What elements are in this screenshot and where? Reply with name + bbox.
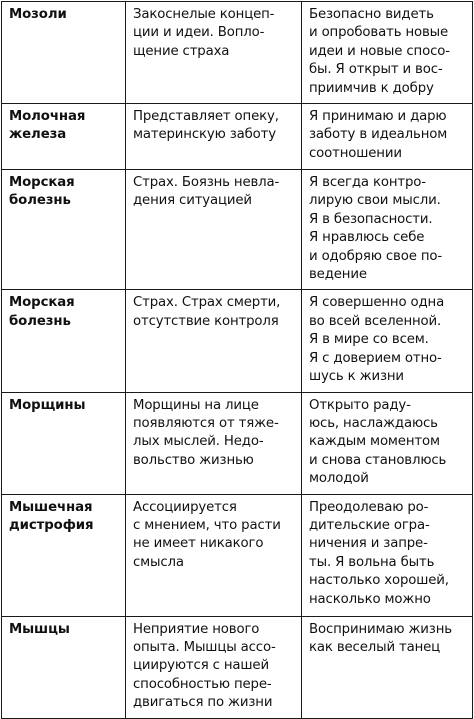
description-cell xyxy=(126,290,302,392)
affirmation-line: бы. Я открыт и вос- xyxy=(309,62,443,78)
affirmation-cell xyxy=(302,170,473,290)
affirmation-line: Я с доверием отно- xyxy=(309,350,442,366)
term-cell xyxy=(2,170,126,290)
description-line: вольство жизнью xyxy=(133,452,254,468)
table-row xyxy=(2,104,473,170)
description-cell xyxy=(126,170,302,290)
description-line: способностью пере- xyxy=(133,676,272,692)
table-row xyxy=(2,616,473,718)
description-cell xyxy=(126,494,302,616)
term-cell xyxy=(2,290,126,392)
description-cell xyxy=(126,2,302,104)
affirmation-line: Я всегда контро- xyxy=(309,175,426,191)
term-line: Мышцы xyxy=(9,621,70,637)
term-line: Мозоли xyxy=(9,7,67,22)
affirmation-line: дительские огра- xyxy=(309,517,430,533)
affirmation-line: лирую свои мысли. xyxy=(309,193,441,209)
description-line: смысла xyxy=(133,554,184,570)
affirmation-line: юсь, наслаждаюсь xyxy=(309,415,438,431)
table-row xyxy=(2,494,473,616)
description-line: с мнением, что расти xyxy=(133,517,281,533)
affirmation-line: Воспринимаю жизнь xyxy=(309,621,452,637)
affirmation-line: и одобряю свое по- xyxy=(309,248,443,264)
table-row xyxy=(2,170,473,290)
affirmation-line: Я совершенно одна xyxy=(309,295,445,311)
description-line: дения ситуацией xyxy=(133,193,252,209)
term-line: болезнь xyxy=(9,313,71,329)
affirmation-line: насколько можно xyxy=(309,591,431,607)
affirmation-line: и снова становлюсь xyxy=(309,452,447,468)
description-cell xyxy=(126,392,302,494)
description-line: не имеет никакого xyxy=(133,536,264,552)
affirmation-cell xyxy=(302,494,473,616)
term-line: Мышечная xyxy=(9,499,93,515)
affirmation-line: и опробовать новые xyxy=(309,25,449,41)
description-line: ции и идеи. Вопло- xyxy=(133,25,265,41)
description-line: лых мыслей. Недо- xyxy=(133,434,264,450)
affirmation-line: Я принимаю и дарю xyxy=(309,109,447,125)
term-line: Морщины xyxy=(9,397,86,413)
affirmation-line: идеи и новые спосо- xyxy=(309,43,450,59)
affirmation-line: приимчив к добру xyxy=(309,80,434,96)
description-line: появляются от тяже- xyxy=(133,415,279,431)
affirmation-line: каждым моментом xyxy=(309,434,440,450)
term-cell xyxy=(2,104,126,170)
description-line: отсутствие контроля xyxy=(133,313,279,329)
table-row xyxy=(2,290,473,392)
affirmation-line: Я нравлюсь себе xyxy=(309,230,425,246)
reference-table xyxy=(1,1,473,719)
affirmation-line: шусь к жизни xyxy=(309,369,404,385)
table-row xyxy=(2,392,473,494)
description-line: щение страха xyxy=(133,43,230,59)
affirmation-line: заботу в идеальном xyxy=(309,127,448,143)
term-line: Молочная xyxy=(9,109,86,125)
description-line: Морщины на лице xyxy=(133,397,259,413)
table-row xyxy=(2,2,473,104)
description-line: Закоснелые концеп- xyxy=(133,7,275,22)
affirmation-line: Безопасно видеть xyxy=(309,7,434,22)
affirmation-line: ничения и запре- xyxy=(309,536,428,552)
term-line: болезнь xyxy=(9,193,71,209)
description-line: опыта. Мышцы ассо- xyxy=(133,639,276,655)
description-line: Страх. Боязнь невла- xyxy=(133,175,280,191)
term-cell xyxy=(2,494,126,616)
affirmation-line: как веселый танец xyxy=(309,639,441,655)
description-cell xyxy=(126,104,302,170)
affirmation-line: молодой xyxy=(309,471,369,487)
affirmation-line: Преодолеваю ро- xyxy=(309,499,429,515)
description-line: Ассоциируется xyxy=(133,499,237,515)
description-line: двигаться по жизни xyxy=(133,695,273,711)
affirmation-cell xyxy=(302,104,473,170)
description-line: Представляет опеку, xyxy=(133,109,279,125)
affirmation-line: ты. Я вольна быть xyxy=(309,554,435,570)
term-cell xyxy=(2,2,126,104)
affirmation-cell xyxy=(302,392,473,494)
description-line: циируются с нашей xyxy=(133,658,269,674)
affirmation-line: ведение xyxy=(309,267,367,283)
term-cell xyxy=(2,392,126,494)
description-line: Неприятие нового xyxy=(133,621,260,637)
affirmation-line: настолько хорошей, xyxy=(309,573,449,589)
affirmation-line: соотношении xyxy=(309,145,402,161)
description-line: материнскую заботу xyxy=(133,127,276,143)
term-line: железа xyxy=(9,127,67,143)
affirmation-line: Я в безопасности. xyxy=(309,211,433,227)
affirmation-line: Открыто раду- xyxy=(309,397,411,413)
description-line: Страх. Страх смерти, xyxy=(133,295,281,311)
affirmation-cell xyxy=(302,616,473,718)
term-cell xyxy=(2,616,126,718)
term-line: Морская xyxy=(9,295,75,311)
affirmation-line: Я в мире со всем. xyxy=(309,332,429,348)
description-cell xyxy=(126,616,302,718)
affirmation-cell xyxy=(302,290,473,392)
affirmation-cell xyxy=(302,2,473,104)
term-line: дистрофия xyxy=(9,517,94,533)
term-line: Морская xyxy=(9,175,75,191)
affirmation-line: во всей вселенной. xyxy=(309,313,442,329)
